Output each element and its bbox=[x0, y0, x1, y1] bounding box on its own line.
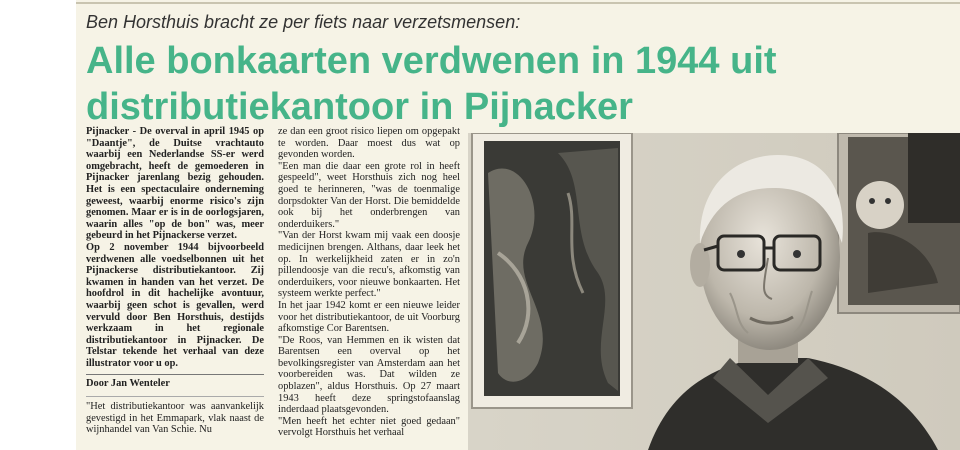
body-paragraph: "Men heeft het echter niet goed gedaan" vervolgt Horsthuis het verhaal bbox=[278, 415, 460, 439]
byline: Door Jan Wenteler bbox=[86, 378, 170, 390]
divider bbox=[86, 374, 264, 375]
article-kicker: Ben Horsthuis bracht ze per fiets naar verzetsmensen: bbox=[86, 12, 521, 32]
lead-paragraph: Pijnacker - De overval in april 1945 op "Daantje", de Duitse vrachtauto waarbij een Nederlandse SS-er werd omgebracht, heeft de gemoederen in Pijnacker jarenlang bezig gehouden. Het is een spectaculaire onderneming geweest, waarbij enorme risico's zijn genomen. Maar er is in de oorlogsjaren, waarin alles "op de bon" was, meer gebeurd in het Pijnackerse verzet. bbox=[86, 126, 264, 242]
lead-paragraph: Op 2 november 1944 bijvoorbeeld verdwenen alle voedselbonnen uit het Pijnackerse distributiekantoor. Zij kwamen in handen van het verzet. De hoofdrol in dit hachelijke avontuur, waarbij geen schot is gevallen, werd vervuld door Ben Horsthuis, destijds werkzaam in het regionale distributiekantoor in Pijnacker. De Telstar tekende het verhaal van deze illustrator voor u op. bbox=[86, 241, 264, 369]
top-rule bbox=[76, 2, 960, 4]
headline-line-1: Alle bonkaarten verdwenen in 1944 uit bbox=[86, 40, 777, 82]
article-photo bbox=[468, 133, 960, 450]
photo-portrait-image bbox=[468, 133, 960, 450]
body-paragraph: "Van der Horst kwam mij vaak een doosje medicijnen brengen. Althans, daar leek het op. In werkelijkheid zaten er in zo'n pillendoosje van die recu's, afkomstig van onderduikers, voor nieuwe bonkaarten. Het systeem werkte perfect." bbox=[278, 230, 460, 300]
text-column-1 bbox=[86, 126, 264, 436]
body-paragraph: ze dan een groot risico liepen om opgepakt te worden. Daar moest dus wat op gevonden worden. bbox=[278, 126, 460, 161]
article-headline bbox=[86, 38, 777, 130]
headline-line-2: distributiekantoor in Pijnacker bbox=[86, 86, 633, 128]
newspaper-clipping bbox=[76, 0, 960, 450]
text-column-2 bbox=[278, 126, 460, 439]
body-paragraph: "Een man die daar een grote rol in heeft gespeeld", weet Horsthuis zich nog heel goed te herinneren, "was de toenmalige dorpsdokter Van der Horst. Die bemiddelde ook bij het onderbrengen van onderduikers." bbox=[278, 160, 460, 230]
divider bbox=[86, 396, 264, 397]
body-paragraph: In het jaar 1942 komt er een nieuwe leider voor het distributiekantoor, de uit Voorburg afkomstige Cor Barentsen. bbox=[278, 299, 460, 335]
body-paragraph: "De Roos, van Hemmen en ik wisten dat Barentsen een overval op het bevolkingsregister van Amsterdam aan het voorbereiden was. Dat wilden ze opblazen", aldus Horsthuis. Op 27 maart 1943 heeft deze springstofaanslag inderdaad plaatsgevonden. bbox=[278, 334, 460, 416]
body-paragraph: "Het distributiekantoor was aanvankelijk gevestigd in het Emmapark, vlak naast de wijnhandel van Van Schie. Nu bbox=[86, 401, 264, 436]
